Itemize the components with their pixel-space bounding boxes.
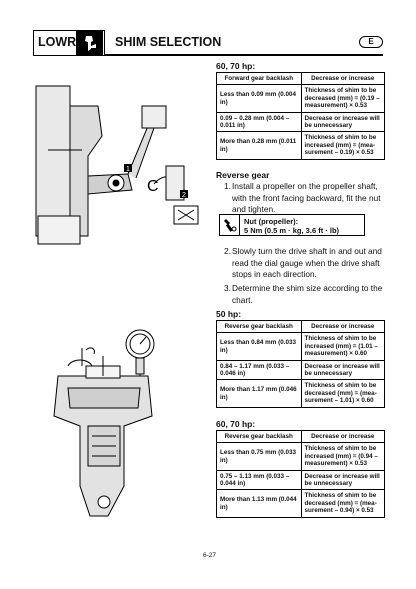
table2-heading: 50 hp:	[216, 309, 242, 319]
table-cell: Thickness of shim to be decreased (mm) = (0.19 – measurement) × 0.53	[301, 85, 384, 112]
figure-label-c: C	[147, 178, 159, 195]
section-title: SHIM SELECTION	[115, 35, 222, 49]
table-cell: 0.84 – 1.17 mm (0.033 – 0.046 in)	[217, 360, 302, 380]
table-cell: Thickness of shim to be increased (mm) = (1.01 – measurement) × 0.60	[301, 333, 384, 360]
table-header: Decrease or increase	[301, 431, 384, 443]
table-header: Reverse gear backlash	[217, 321, 302, 333]
table-row	[217, 380, 385, 407]
section-tab-label: LOWR	[38, 35, 77, 49]
table-row	[217, 470, 385, 490]
table-cell: Less than 0.75 mm (0.033 in)	[217, 443, 302, 470]
table-cell: More than 1.13 mm (0.044 in)	[217, 490, 302, 517]
step-item	[224, 246, 384, 281]
table-row	[217, 132, 385, 159]
table-cell: Decrease or increase will be unnecessary	[301, 470, 384, 490]
table1-heading: 60, 70 hp:	[216, 61, 256, 71]
table-cell: More than 1.17 mm (0.046 in)	[217, 380, 302, 407]
reverse-gear-heading: Reverse gear	[216, 170, 270, 180]
step-number: 3.	[224, 283, 231, 293]
step-text: Determine the shim size according to the chart.	[232, 283, 383, 305]
step-item	[224, 181, 384, 216]
table3-heading: 60, 70 hp:	[216, 419, 256, 429]
step-number: 1.	[224, 181, 231, 191]
table-cell: Less than 0.09 mm (0.004 in)	[217, 85, 302, 112]
table-header: Forward gear backlash	[217, 73, 302, 85]
table-row	[217, 490, 385, 517]
table-cell: 0.09 – 0.28 mm (0.004 – 0.011 in)	[217, 112, 302, 132]
torque-spec-line2: 5 Nm (0.5 m · kg, 3.6 ft · lb)	[244, 226, 340, 235]
figure-callout-2: 2	[182, 192, 186, 199]
page-header	[33, 30, 383, 56]
figure-callout-1: 1	[126, 166, 130, 173]
torque-spec-box	[219, 214, 365, 236]
table-cell: Decrease or increase will be unnecessary	[301, 360, 384, 380]
table-cell: Thickness of shim to be decreased (mm) = (mea-surement – 0.94) × 0.53	[301, 490, 384, 517]
reverse-gear-table-50hp	[216, 320, 385, 408]
forward-gear-table-60-70hp	[216, 72, 385, 160]
outboard-motor-icon	[76, 31, 103, 55]
step-text: Install a propeller on the propeller shaft, with the front facing backward, fit the nut and tighten.	[232, 181, 381, 214]
table-row	[217, 333, 385, 360]
section-tab	[33, 30, 105, 56]
table-header: Decrease or increase	[301, 321, 384, 333]
table-cell: Thickness of shim to be decreased (mm) = (mea-surement – 1.01) × 0.60	[301, 380, 384, 407]
table-cell: More than 0.28 mm (0.011 in)	[217, 132, 302, 159]
table-row	[217, 443, 385, 470]
language-badge: E	[359, 36, 383, 48]
step-item	[224, 283, 384, 306]
table-cell: 0.75 – 1.13 mm (0.033 – 0.044 in)	[217, 470, 302, 490]
torque-spec-line1: Nut (propeller):	[244, 217, 299, 226]
torque-spec-text	[240, 215, 343, 235]
step-text: Slowly turn the drive shaft in and out and read the dial gauge when the drive shaft stops in each direction.	[232, 246, 382, 279]
table-cell: Thickness of shim to be increased (mm) = (mea-surement – 0.19) × 0.53	[301, 132, 384, 159]
table-header: Reverse gear backlash	[217, 431, 302, 443]
reverse-gear-table-60-70hp	[216, 430, 385, 518]
header-rule	[105, 54, 383, 56]
table-row	[217, 112, 385, 132]
backlash-measurement-illustration	[28, 66, 206, 531]
step-number: 2.	[224, 246, 231, 256]
table-cell: Less than 0.84 mm (0.033 in)	[217, 333, 302, 360]
table-cell: Thickness of shim to be increased (mm) = (0.94 – measurement) × 0.53	[301, 443, 384, 470]
table-row	[217, 85, 385, 112]
page-number: 6-27	[203, 552, 217, 559]
table-cell: Decrease or increase will be unnecessary	[301, 112, 384, 132]
table-row	[217, 360, 385, 380]
wrench-torque-icon	[220, 215, 240, 235]
table-header: Decrease or increase	[301, 73, 384, 85]
